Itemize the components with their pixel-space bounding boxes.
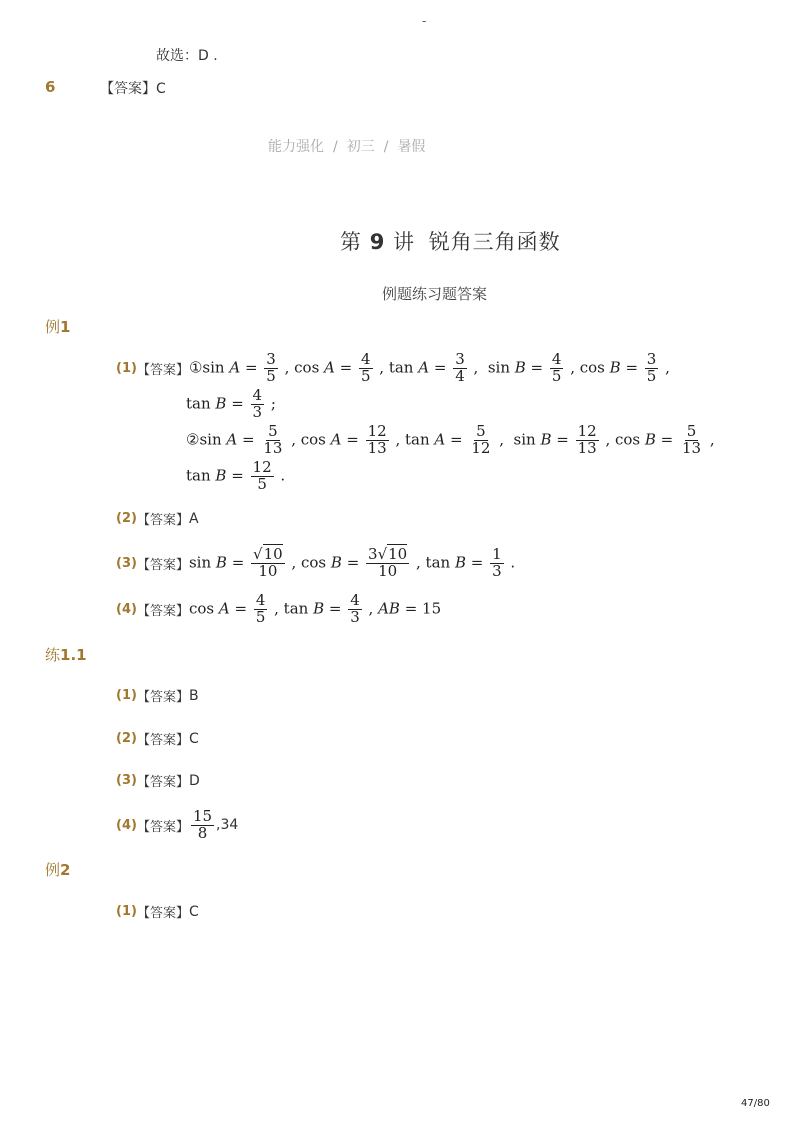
answer-tag: 【答案】 [136,557,189,573]
answer-tag: 【答案】 [136,603,189,619]
list-item [116,686,199,705]
answer-value: C [188,903,199,920]
answer-value: B [188,687,199,704]
item-number: (2) [116,511,137,526]
section-heading [45,644,87,665]
item-number: (1) [116,360,137,376]
previous-conclusion: 故选：D . [156,48,218,64]
math-answer-line: ①sin A = $\frac{3}{5}$ , cos A = $\frac{4}{5}$ , tan A = $\frac{3}{4}$ , sin B = $\frac{4}{5}$ , cos B = $\frac{3}{5}$ , [188,349,670,385]
section-prefix: 例 [45,318,61,336]
list-item [116,805,238,845]
math-answer-line: ②sin A = $\frac{5}{13}$ , cos A = $\frac{12}{13}$ , tan A = $\frac{5}{12}$ , sin B = $\frac{12}{13}$ , cos B = $\frac{5}{13}$ , [186,421,715,457]
answer-tag: 【答案】 [136,513,189,528]
list-item [116,729,199,748]
breadcrumb [268,136,425,156]
section-heading [45,859,70,880]
answer-tag: 【答案】 [136,362,189,378]
math-answer-line: sin B = $\frac{√10}{10}$ , cos B = $\frac{3√10}{10}$ , tan B = $\frac{1}{3}$ . [188,544,516,580]
breadcrumb-grade: 初三 [346,139,375,155]
list-item [116,902,199,921]
answer-value: A [188,510,199,527]
list-item [116,771,200,790]
answer-tag: 【答案】 [136,819,189,835]
page-number: 47/80 [741,1098,770,1109]
answer-value: C [156,81,166,97]
answer-tag: 【答案】 [136,906,189,921]
list-item [116,591,441,627]
list-item [116,350,715,494]
list-item [116,509,199,528]
lecture-prefix: 第 [340,230,362,254]
section-number: 2 [60,861,71,879]
answer-tag: 【答案】 [136,733,189,748]
breadcrumb-separator: / [333,139,338,155]
answer-tag: 【答案】 [100,81,156,97]
question-6-number: 6 [45,78,56,96]
answer-tag: 【答案】 [136,775,189,790]
section-number: 1.1 [60,646,87,664]
lecture-number: 9 [369,230,386,254]
list-item [116,543,515,583]
answer-value: C [188,730,199,747]
item-number: (1) [116,904,137,919]
item-number: (3) [116,555,137,571]
breadcrumb-separator: / [383,139,389,155]
section-heading [45,316,70,337]
lecture-title [340,226,561,256]
item-number: (4) [116,817,137,833]
math-answer-line: tan B = $\frac{12}{5}$ . [186,457,286,493]
answer-tag: 【答案】 [136,690,189,705]
item-number: (1) [116,688,137,703]
section-prefix: 练 [45,646,61,664]
breadcrumb-term: 暑假 [397,139,426,155]
section-number: 1 [60,318,71,336]
lecture-suffix: 讲 [393,230,415,254]
question-6-answer [100,78,166,98]
item-number: (4) [116,601,137,617]
lecture-name: 锐角三角函数 [428,230,561,254]
page-subtitle: 例题练习题答案 [382,285,488,303]
math-answer-line: $\frac{15}{8}$ [192,806,213,842]
math-answer-line: tan B = $\frac{4}{3}$ ; [186,385,276,421]
answer-value: D [188,772,200,789]
top-mark: - [422,14,427,28]
item-number: (2) [116,731,137,746]
breadcrumb-course: 能力强化 [268,139,324,155]
math-answer-line: cos A = $\frac{4}{5}$ , tan B = $\frac{4}{3}$ , AB = 15 [188,590,442,626]
item-number: (3) [116,773,137,788]
section-prefix: 例 [45,861,61,879]
answer-value: ,34 [216,817,239,833]
